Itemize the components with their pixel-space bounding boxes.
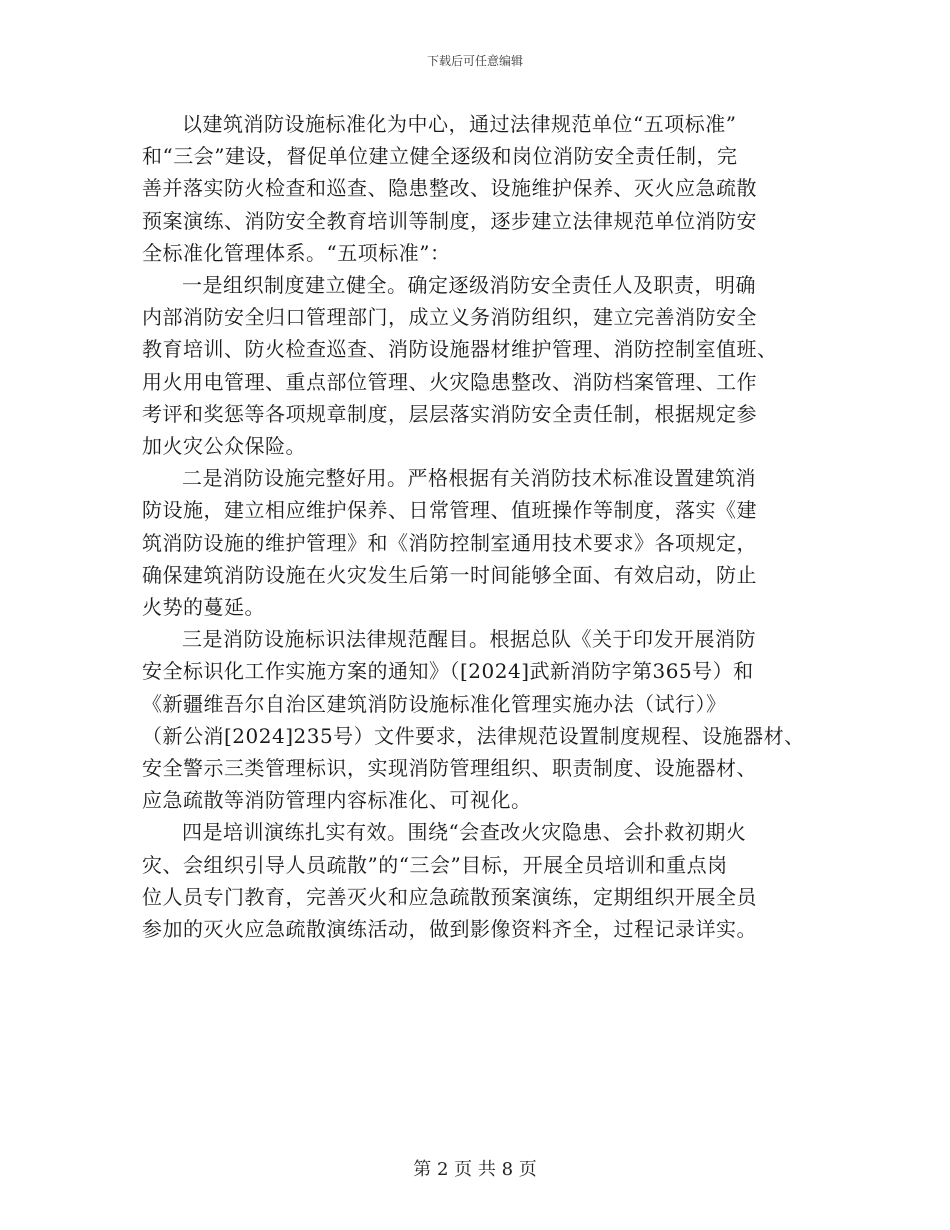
text-line: 筑消防设施的维护管理》和《消防控制室通用技术要求》各项规定， [142, 530, 757, 555]
text-line: 确保建筑消防设施在火灾发生后第一时间能够全面、有效启动，防止 [142, 562, 757, 587]
text-line: 预案演练、消防安全教育培训等制度，逐步建立法律规范单位消防安 [142, 208, 757, 233]
text-line: 三是消防设施标识法律规范醒目。根据总队《关于印发开展消防 [182, 627, 756, 652]
text-line: 参加的灭火应急疏散演练活动，做到影像资料齐全，过程记录详实。 [142, 917, 757, 942]
text-line: 善并落实防火检查和巡查、隐患整改、设施维护保养、灭火应急疏散 [142, 176, 757, 201]
text-line: 火势的蔓延。 [142, 595, 265, 620]
text-line: 防设施，建立相应维护保养、日常管理、值班操作等制度，落实《建 [142, 498, 757, 523]
text-line: 位人员专门教育，完善灭火和应急疏散预案演练，定期组织开展全员 [142, 884, 757, 909]
text-line: 加火灾公众保险。 [142, 434, 306, 459]
text-line: 全标准化管理体系。“五项标准”： [142, 240, 451, 265]
page-header: 下载后可任意编辑 [426, 54, 523, 68]
text-line: 应急疏散等消防管理内容标准化、可视化。 [142, 788, 532, 813]
text-line: 教育培训、防火检查巡查、消防设施器材维护管理、消防控制室值班、 [142, 337, 778, 362]
text-line: 二是消防设施完整好用。严格根据有关消防技术标准设置建筑消 [182, 466, 756, 491]
text-line: 以建筑消防设施标准化为中心，通过法律规范单位“五项标准” [182, 112, 737, 136]
text-line: 灾、会组织引导人员疏散”的“三会”目标，开展全员培训和重点岗 [142, 852, 728, 877]
document-body [142, 108, 832, 945]
text-line: 和“三会”建设，督促单位建立健全逐级和岗位消防安全责任制，完 [142, 144, 738, 169]
text-line: 一是组织制度建立健全。确定逐级消防安全责任人及职责，明确 [182, 273, 756, 298]
text-line: 用火用电管理、重点部位管理、火灾隐患整改、消防档案管理、工作 [142, 369, 757, 394]
text-line: 《新疆维吾尔自治区建筑消防设施标准化管理实施办法（试行）》 [142, 691, 727, 716]
page-number: 第 2 页 共 8 页 [413, 1159, 537, 1180]
text-line: 内部消防安全归口管理部门，成立义务消防组织，建立完善消防安全 [142, 305, 757, 330]
text-line: 安全标识化工作实施方案的通知》（[2024]武新消防字第365号）和 [142, 659, 754, 684]
text-line: 考评和奖惩等各项规章制度，层层落实消防安全责任制，根据规定参 [142, 401, 757, 426]
text-line: （新公消[2024]235号）文件要求，法律规范设置制度规程、设施器材、 [142, 723, 805, 748]
text-line: 安全警示三类管理标识，实现消防管理组织、职责制度、设施器材、 [142, 756, 757, 781]
text-line: 四是培训演练扎实有效。围绕“会查改火灾隐患、会扑救初期火 [182, 820, 747, 845]
